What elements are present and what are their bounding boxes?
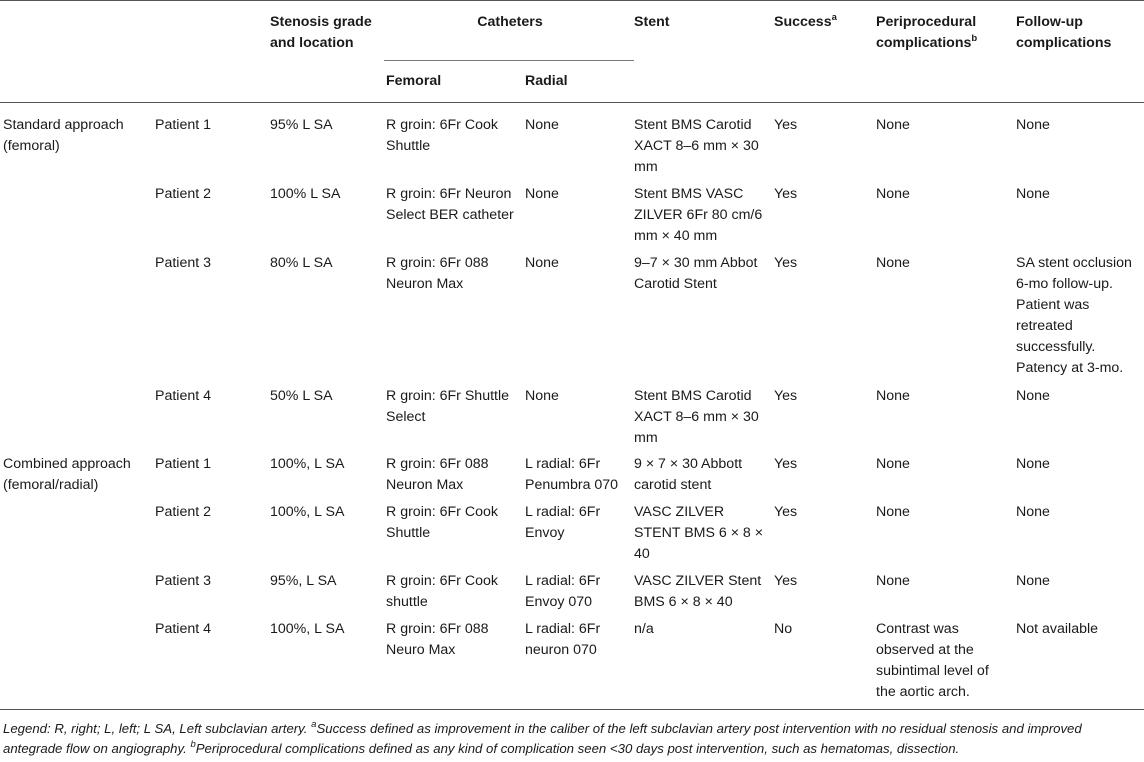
stent-cell: Stent BMS Carotid XACT 8–6 mm × 30 mm — [634, 388, 759, 446]
success-cell: Yes — [774, 456, 798, 472]
stent-cell: 9 × 7 × 30 Abbott carotid stent — [634, 456, 743, 493]
periprocedural-cell: None — [876, 456, 910, 472]
header-followup: Follow-up complications — [1016, 14, 1112, 51]
header-bottom-rule — [0, 102, 1144, 103]
header-stenosis: Stenosis grade and location — [270, 14, 372, 51]
radial-cell: None — [525, 186, 559, 202]
followup-cell: None — [1016, 573, 1050, 589]
followup-cell: None — [1016, 186, 1050, 202]
stenosis-cell: 95% L SA — [270, 117, 333, 133]
periprocedural-cell: None — [876, 388, 910, 404]
femoral-cell: R groin: 6Fr Shuttle Select — [386, 388, 510, 425]
table-bottom-rule — [0, 709, 1144, 710]
header-periprocedural — [876, 12, 1001, 54]
group-combined-approach: Combined approach (femoral/radial) — [3, 456, 131, 493]
periprocedural-cell: None — [876, 504, 910, 520]
catheters-rule — [384, 60, 634, 61]
success-cell: Yes — [774, 117, 798, 133]
followup-cell: Not available — [1016, 621, 1099, 637]
periprocedural-cell: None — [876, 255, 910, 271]
femoral-cell: R groin: 6Fr 088 Neuron Max — [386, 456, 489, 493]
patient-cell: Patient 1 — [155, 117, 212, 133]
success-cell: No — [774, 621, 793, 637]
femoral-cell: R groin: 6Fr 088 Neuron Max — [386, 255, 489, 292]
legend-intro: Legend: R, right; L, left; L SA, Left subclavian artery. — [3, 721, 308, 736]
stent-cell: Stent BMS Carotid XACT 8–6 mm × 30 mm — [634, 117, 759, 175]
legend-mark-a: a — [311, 719, 317, 730]
header-femoral: Femoral — [386, 73, 442, 89]
femoral-cell: R groin: 6Fr Neuron Select BER catheter — [386, 186, 514, 223]
femoral-cell: R groin: 6Fr 088 Neuro Max — [386, 621, 489, 658]
patient-cell: Patient 2 — [155, 186, 212, 202]
radial-cell: L radial: 6Fr Penumbra 070 — [525, 456, 619, 493]
success-cell: Yes — [774, 504, 798, 520]
table-legend — [3, 719, 1141, 759]
followup-cell: None — [1016, 504, 1050, 520]
header-success-label: Success — [774, 14, 832, 30]
legend-note-a: Success defined as improvement in the caliber of the left subclavian artery post intervention with no residual stenosis and improved antegrade flow on angiography. — [3, 721, 1082, 756]
periprocedural-cell: None — [876, 186, 910, 202]
radial-cell: None — [525, 117, 559, 133]
stent-cell: VASC ZILVER STENT BMS 6 × 8 × 40 — [634, 504, 764, 562]
header-stent: Stent — [634, 14, 670, 30]
stent-cell: Stent BMS VASC ZILVER 6Fr 80 cm/6 mm × 40 mm — [634, 186, 763, 244]
patient-cell: Patient 3 — [155, 573, 212, 589]
radial-cell: L radial: 6Fr Envoy 070 — [525, 573, 601, 610]
success-cell: Yes — [774, 186, 798, 202]
stenosis-cell: 100%, L SA — [270, 621, 345, 637]
radial-cell: None — [525, 388, 559, 404]
footnote-mark-a: a — [831, 12, 837, 23]
followup-cell: None — [1016, 388, 1050, 404]
header-catheters: Catheters — [477, 14, 543, 30]
stenosis-cell: 50% L SA — [270, 388, 333, 404]
patient-cell: Patient 4 — [155, 621, 212, 637]
femoral-cell: R groin: 6Fr Cook Shuttle — [386, 117, 498, 154]
radial-cell: None — [525, 255, 559, 271]
footnote-mark-b: b — [971, 33, 978, 44]
stent-cell: n/a — [634, 621, 654, 637]
followup-cell: SA stent occlusion 6-mo follow-up. Patient was retreated successfully. Patency at 3-mo. — [1016, 255, 1132, 376]
success-cell: Yes — [774, 388, 798, 404]
header-success — [774, 12, 837, 33]
periprocedural-cell: None — [876, 573, 910, 589]
header-radial: Radial — [525, 73, 568, 89]
femoral-cell: R groin: 6Fr Cook shuttle — [386, 573, 498, 610]
success-cell: Yes — [774, 255, 798, 271]
periprocedural-cell: None — [876, 117, 910, 133]
legend-mark-b: b — [190, 739, 196, 750]
patient-cell: Patient 3 — [155, 255, 212, 271]
stenosis-cell: 100%, L SA — [270, 504, 345, 520]
femoral-cell: R groin: 6Fr Cook Shuttle — [386, 504, 498, 541]
success-cell: Yes — [774, 573, 798, 589]
group-standard-approach: Standard approach (femoral) — [3, 117, 124, 154]
header-periprocedural-label: Periprocedural complications — [876, 14, 977, 51]
table-top-rule — [0, 0, 1144, 1]
stent-cell: VASC ZILVER Stent BMS 6 × 8 × 40 — [634, 573, 762, 610]
radial-cell: L radial: 6Fr Envoy — [525, 504, 601, 541]
legend-note-b: Periprocedural complications defined as any kind of complication seen <30 days post intervention, such as hematomas, dissection. — [195, 741, 960, 756]
followup-cell: None — [1016, 456, 1050, 472]
patient-cell: Patient 2 — [155, 504, 212, 520]
patient-cell: Patient 1 — [155, 456, 212, 472]
periprocedural-cell: Contrast was observed at the subintimal level of the aortic arch. — [876, 621, 989, 700]
patient-cell: Patient 4 — [155, 388, 212, 404]
stent-cell: 9–7 × 30 mm Abbot Carotid Stent — [634, 255, 758, 292]
stenosis-cell: 80% L SA — [270, 255, 333, 271]
followup-cell: None — [1016, 117, 1050, 133]
stenosis-cell: 100% L SA — [270, 186, 341, 202]
radial-cell: L radial: 6Fr neuron 070 — [525, 621, 601, 658]
stenosis-cell: 95%, L SA — [270, 573, 337, 589]
stenosis-cell: 100%, L SA — [270, 456, 345, 472]
